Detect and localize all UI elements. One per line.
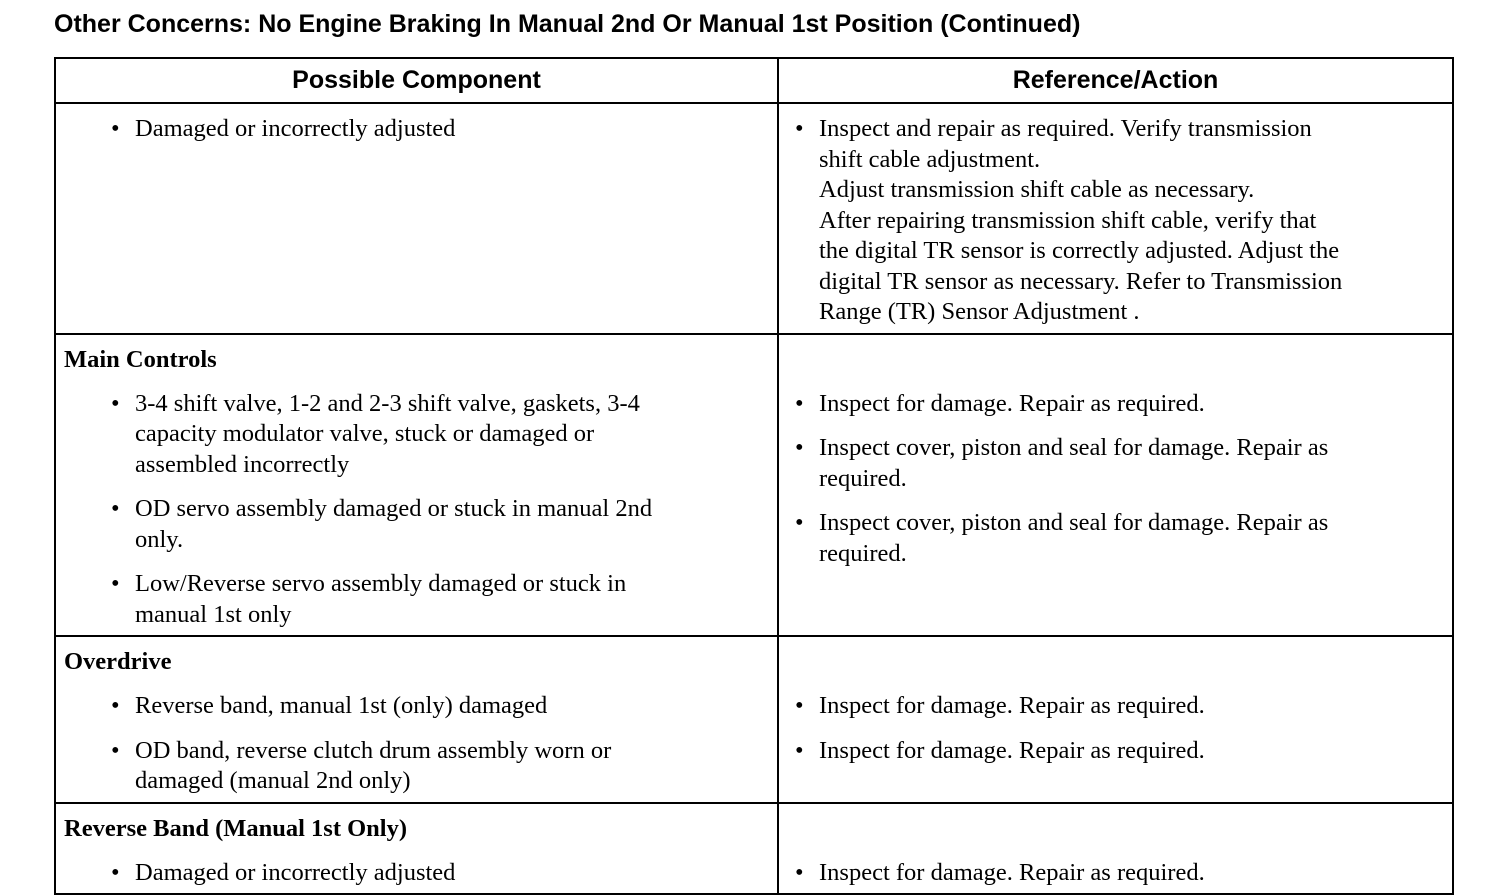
text-line: Inspect for damage. Repair as required. bbox=[819, 389, 1205, 417]
bullet-icon: • bbox=[795, 858, 804, 886]
text-line: digital TR sensor as necessary. Refer to Transmission bbox=[819, 267, 1343, 295]
table-body bbox=[55, 103, 1453, 894]
text-line: assembled incorrectly bbox=[135, 450, 350, 478]
text-line: damaged (manual 2nd only) bbox=[135, 767, 411, 794]
action-block bbox=[779, 104, 1452, 333]
bullet-icon: • bbox=[111, 495, 120, 522]
bullet-icon: • bbox=[795, 115, 804, 142]
group-heading: Main Controls bbox=[64, 345, 217, 373]
text-line: required. bbox=[819, 539, 907, 567]
text-line: Damaged or incorrectly adjusted bbox=[135, 858, 456, 886]
bullet-icon: • bbox=[111, 389, 120, 417]
action-cell bbox=[778, 636, 1453, 803]
concerns-table bbox=[54, 57, 1454, 895]
group-heading: Reverse Band (Manual 1st Only) bbox=[64, 814, 407, 842]
table-header-row bbox=[55, 58, 1453, 103]
text-line: Damaged or incorrectly adjusted bbox=[135, 115, 456, 142]
bullet-icon: • bbox=[111, 692, 120, 719]
component-block bbox=[56, 104, 777, 150]
text-line: 3-4 shift valve, 1-2 and 2-3 shift valve, gaskets, 3-4 bbox=[135, 389, 640, 417]
action-item bbox=[793, 433, 1438, 494]
text-line: OD servo assembly damaged or stuck in manual 2nd bbox=[135, 495, 653, 522]
text-line: Inspect and repair as required. Verify transmission bbox=[819, 115, 1312, 142]
bullet-icon: • bbox=[795, 736, 804, 764]
action-cell bbox=[778, 103, 1453, 334]
action-item bbox=[793, 691, 1438, 722]
component-item bbox=[64, 858, 763, 889]
text-line: required. bbox=[819, 464, 907, 492]
action-block bbox=[779, 804, 1452, 894]
bullet-icon: • bbox=[111, 858, 120, 886]
action-item bbox=[793, 858, 1438, 889]
action-block bbox=[779, 637, 1452, 771]
component-item bbox=[64, 494, 763, 555]
text-line: Inspect cover, piston and seal for damage. Repair as bbox=[819, 509, 1329, 536]
component-item bbox=[64, 569, 763, 630]
action-cell bbox=[778, 334, 1453, 637]
text-line: Low/Reverse servo assembly damaged or stuck in bbox=[135, 570, 627, 597]
component-cell bbox=[55, 103, 778, 334]
table-row bbox=[55, 803, 1453, 895]
action-item bbox=[793, 508, 1438, 569]
component-cell bbox=[55, 636, 778, 803]
text-line: manual 1st only bbox=[135, 600, 292, 628]
bullet-icon: • bbox=[795, 434, 804, 461]
table-row bbox=[55, 334, 1453, 637]
table-row bbox=[55, 636, 1453, 803]
action-cell bbox=[778, 803, 1453, 895]
bullet-icon: • bbox=[795, 389, 804, 417]
action-item bbox=[793, 736, 1438, 767]
component-cell bbox=[55, 334, 778, 637]
component-block bbox=[56, 335, 777, 636]
component-block bbox=[56, 804, 777, 894]
page-title: Other Concerns: No Engine Braking In Manual 2nd Or Manual 1st Position (Continued) bbox=[54, 10, 1081, 38]
component-block bbox=[56, 637, 777, 802]
action-item bbox=[793, 114, 1438, 328]
text-line: Inspect for damage. Repair as required. bbox=[819, 858, 1205, 886]
text-line: Reverse band, manual 1st (only) damaged bbox=[135, 692, 548, 719]
text-line: Inspect for damage. Repair as required. bbox=[819, 692, 1205, 719]
component-item bbox=[64, 691, 763, 722]
group-spacer bbox=[793, 814, 1438, 844]
bullet-icon: • bbox=[111, 736, 120, 764]
header-possible-component: Possible Component bbox=[55, 58, 778, 103]
text-line: capacity modulator valve, stuck or damaged or bbox=[135, 420, 595, 447]
bullet-icon: • bbox=[111, 570, 120, 597]
component-cell bbox=[55, 803, 778, 895]
text-line: the digital TR sensor is correctly adjusted. Adjust the bbox=[819, 237, 1340, 264]
group-heading: Overdrive bbox=[64, 648, 172, 675]
component-item bbox=[64, 114, 763, 145]
text-line: OD band, reverse clutch drum assembly worn or bbox=[135, 736, 612, 764]
text-line: only. bbox=[135, 525, 184, 553]
text-line: After repairing transmission shift cable, verify that bbox=[819, 206, 1317, 234]
action-block bbox=[779, 335, 1452, 575]
component-item bbox=[64, 736, 763, 797]
component-item bbox=[64, 389, 763, 481]
group-spacer bbox=[793, 345, 1438, 375]
bullet-icon: • bbox=[795, 692, 804, 719]
table-row bbox=[55, 103, 1453, 334]
text-line: shift cable adjustment. bbox=[819, 145, 1041, 173]
action-item bbox=[793, 389, 1438, 420]
text-line: Range (TR) Sensor Adjustment . bbox=[819, 298, 1140, 325]
text-line: Adjust transmission shift cable as necessary. bbox=[819, 176, 1255, 203]
text-line: Inspect cover, piston and seal for damage. Repair as bbox=[819, 434, 1329, 461]
header-reference-action: Reference/Action bbox=[778, 58, 1453, 103]
group-spacer bbox=[793, 647, 1438, 677]
bullet-icon: • bbox=[795, 509, 804, 536]
text-line: Inspect for damage. Repair as required. bbox=[819, 736, 1205, 764]
bullet-icon: • bbox=[111, 115, 120, 142]
